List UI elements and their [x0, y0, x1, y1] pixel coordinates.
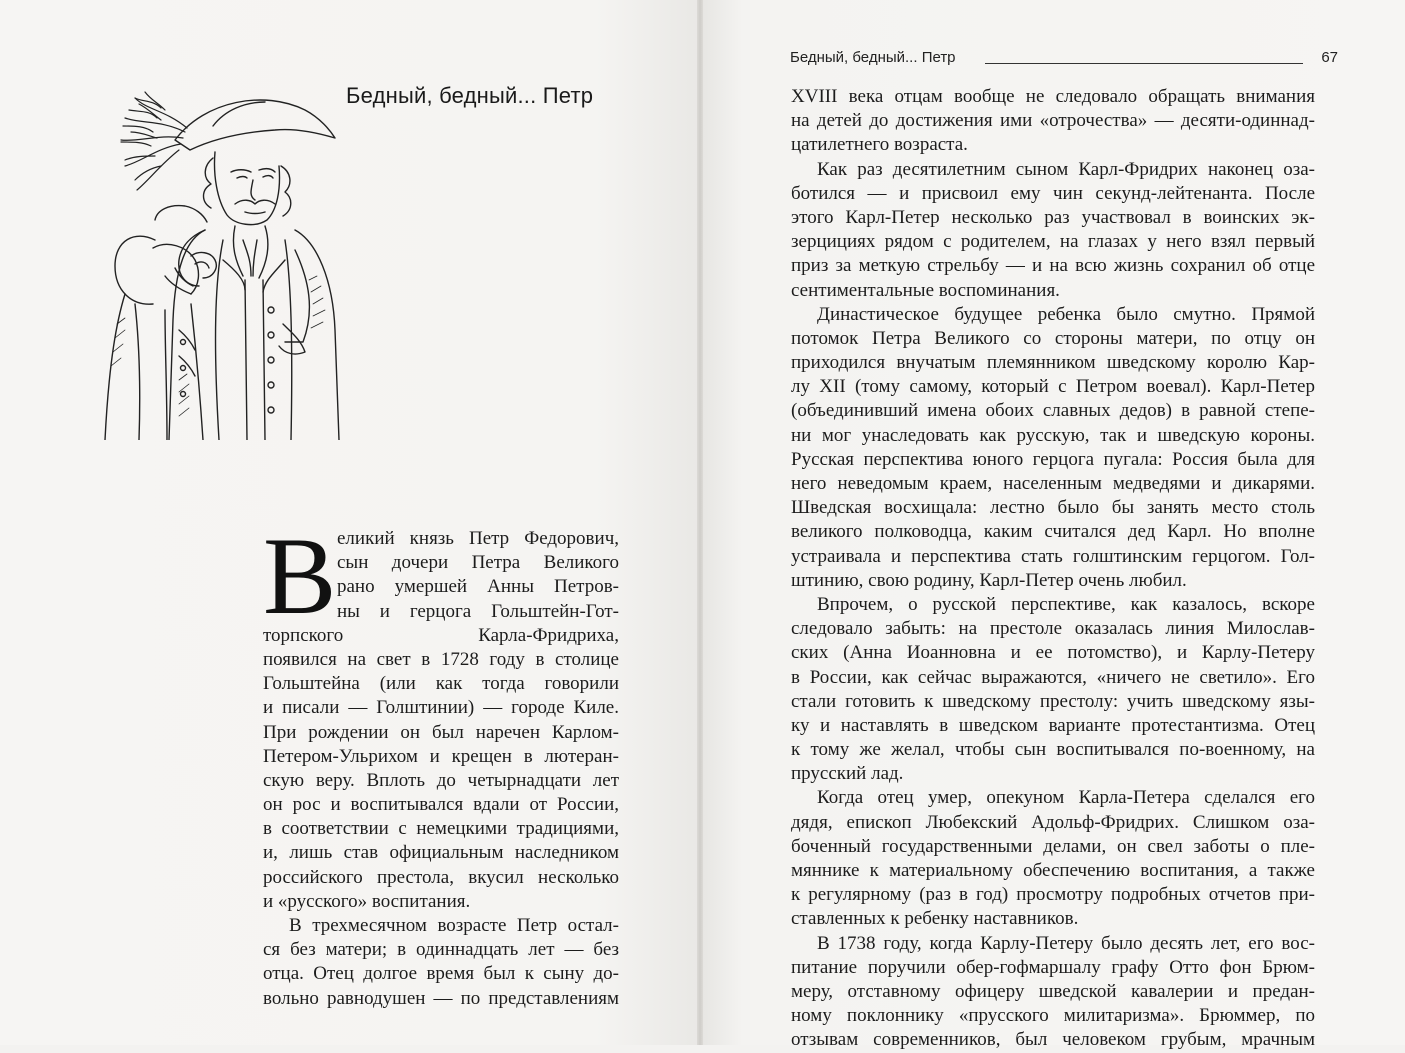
text-line: боченный государственными делами, он свел заботы о пле-: [791, 835, 1315, 857]
right-column-text: [791, 85, 1315, 1053]
text-line: потомок Петра Великого со стороны матери, по отцу он: [791, 327, 1315, 349]
text-line: Шведская восхищала: лестно было бы занять место столь: [791, 497, 1315, 519]
text-line: и писали — Голштинии) — городе Киле.: [263, 697, 619, 719]
running-header: [790, 49, 1338, 73]
text-line: ставленных к ребенку наставников.: [791, 908, 1079, 930]
text-line: следовало забыть: на престоле оказалась линия Милослав-: [791, 618, 1315, 640]
text-line: ботился — и присвоил ему чин секунд-лейтенанта. После: [791, 182, 1315, 204]
text-line: российского престола, вкусил несколько: [263, 866, 619, 888]
text-line: еликий князь Петр Федорович,: [337, 528, 619, 549]
text-line: сентиментальные воспоминания.: [791, 279, 1060, 301]
text-line: приходился внучатым племянником шведскому королю Кар-: [791, 352, 1315, 374]
text-line: меру, отставному офицеру шведской кавалерии и предан-: [791, 980, 1315, 1002]
text-line: ны и герцога Гольштейн-Гот-: [337, 600, 619, 622]
text-line: зерцициях рядом с родителем, на глазах у него взял первый: [791, 231, 1315, 253]
text-line: торпского Карла-Фридриха,: [263, 624, 619, 646]
text-line: он рос и воспитывался вдали от России,: [263, 794, 619, 816]
text-line: лу XII (тому самому, который с Петром воевал). Карл-Петер: [791, 376, 1315, 398]
text-line: Когда отец умер, опекуном Карла-Петера сделался его: [817, 787, 1315, 809]
text-line: ских (Анна Иоанновна и ее потомство), и Карлу-Петеру: [791, 642, 1315, 664]
text-line: прусский лад.: [791, 763, 904, 785]
text-line: ни мог унаследовать как русскую, так и шведскую короны.: [791, 424, 1315, 446]
text-line: скую веру. Вплоть до четырнадцати лет: [263, 769, 619, 791]
text-line: к регулярному (раз в год) просмотру подробных отчетов при-: [791, 884, 1315, 906]
text-line: Русская перспектива юного герцога пугала: Россия была для: [791, 448, 1315, 470]
text-line: устраивала и перспектива стать голштинским герцогом. Гол-: [791, 545, 1315, 567]
text-line: ному поклоннику «прусского милитаризма». Брюммер, по: [791, 1005, 1315, 1027]
page-number: 67: [1321, 49, 1338, 66]
text-line: В 1738 году, когда Карлу-Петеру было десять лет, его вос-: [817, 932, 1315, 954]
text-line: XVIII века отцам вообще не следовало обращать внимания: [791, 86, 1315, 107]
illustration-nobleman-and-child: [95, 80, 345, 440]
text-line: приз за меткую стрельбу — и на всю жизнь сохранил об отце: [791, 255, 1315, 277]
text-line: стали готовить к шведскому престолу: учить шведскому язы-: [791, 690, 1315, 712]
text-line: штинию, свою родину, Карл-Петер очень любил.: [791, 569, 1187, 591]
chapter-title: Бедный, бедный... Петр: [346, 83, 594, 108]
book-gutter: [697, 0, 703, 1045]
text-line: в соответствии с немецкими традициями,: [263, 818, 619, 840]
text-line: В трехмесячном возрасте Петр остал-: [289, 915, 619, 936]
text-line: ку и наставлять в шведском варианте протестантизма. Отец: [791, 714, 1315, 736]
text-line: сын дочери Петра Великого: [337, 552, 619, 574]
running-header-rule: [985, 63, 1303, 64]
text-line: питание поручили обер-гофмаршалу графу Отто фон Брюм-: [791, 956, 1315, 978]
text-line: появился на свет в 1728 году в столице: [263, 648, 619, 670]
text-line: к тому же желал, чтобы сын воспитывался по-военному, на: [791, 739, 1315, 761]
text-line: вольно равнодушен — по представлениям: [263, 987, 619, 1009]
text-line: Как раз десятилетним сыном Карл-Фридрих наконец оза-: [817, 158, 1315, 180]
text-line: (объединивший имена обоих славных дедов) в равной степе-: [791, 400, 1315, 422]
text-line: этого Карл-Петер несколько раз участвовал в воинских эк-: [791, 206, 1315, 228]
text-line: Династическое будущее ребенка было смутно. Прямой: [817, 303, 1315, 325]
text-line: на детей до достижения ими «отрочества» — десяти-одиннад-: [791, 110, 1315, 132]
text-line: Гольштейна (или как тогда говорили: [263, 673, 619, 695]
text-line: великого полководца, каким считался дед Карл. Но вполне: [791, 521, 1315, 543]
text-line: дядя, епископ Любекский Адольф-Фридрих. Слишком оза-: [791, 811, 1315, 833]
text-line: ся без матери; в одиннадцать лет — без: [263, 939, 619, 961]
text-line: и «русского» воспитания.: [263, 890, 471, 912]
text-line: него неведомым краем, населенным медведями и дикарями.: [791, 473, 1315, 494]
text-line: цатилетнего возраста.: [791, 134, 968, 156]
text-line: рано умершей Анны Петров-: [337, 576, 619, 598]
text-line: Впрочем, о русской перспективе, как казалось, вскоре: [817, 593, 1315, 615]
text-line: мяннике к материальному обеспечению воспитания, а также: [791, 860, 1315, 881]
text-line: При рождении он был наречен Карлом-: [263, 721, 619, 743]
drop-cap: В: [263, 515, 337, 637]
running-header-title: Бедный, бедный... Петр: [790, 49, 956, 66]
text-line: в России, как сейчас выражаются, «ничего не светило». Его: [791, 666, 1315, 688]
text-line: отца. Отец долгое время был к сыну до-: [263, 963, 619, 985]
text-line: отзывам современников, был человеком грубым, мрачным: [791, 1029, 1315, 1051]
text-line: и, лишь став официальным наследником: [263, 842, 619, 864]
left-column-text: [263, 515, 619, 1011]
text-line: Петером-Ульрихом и крещен в лютеран-: [263, 745, 619, 767]
